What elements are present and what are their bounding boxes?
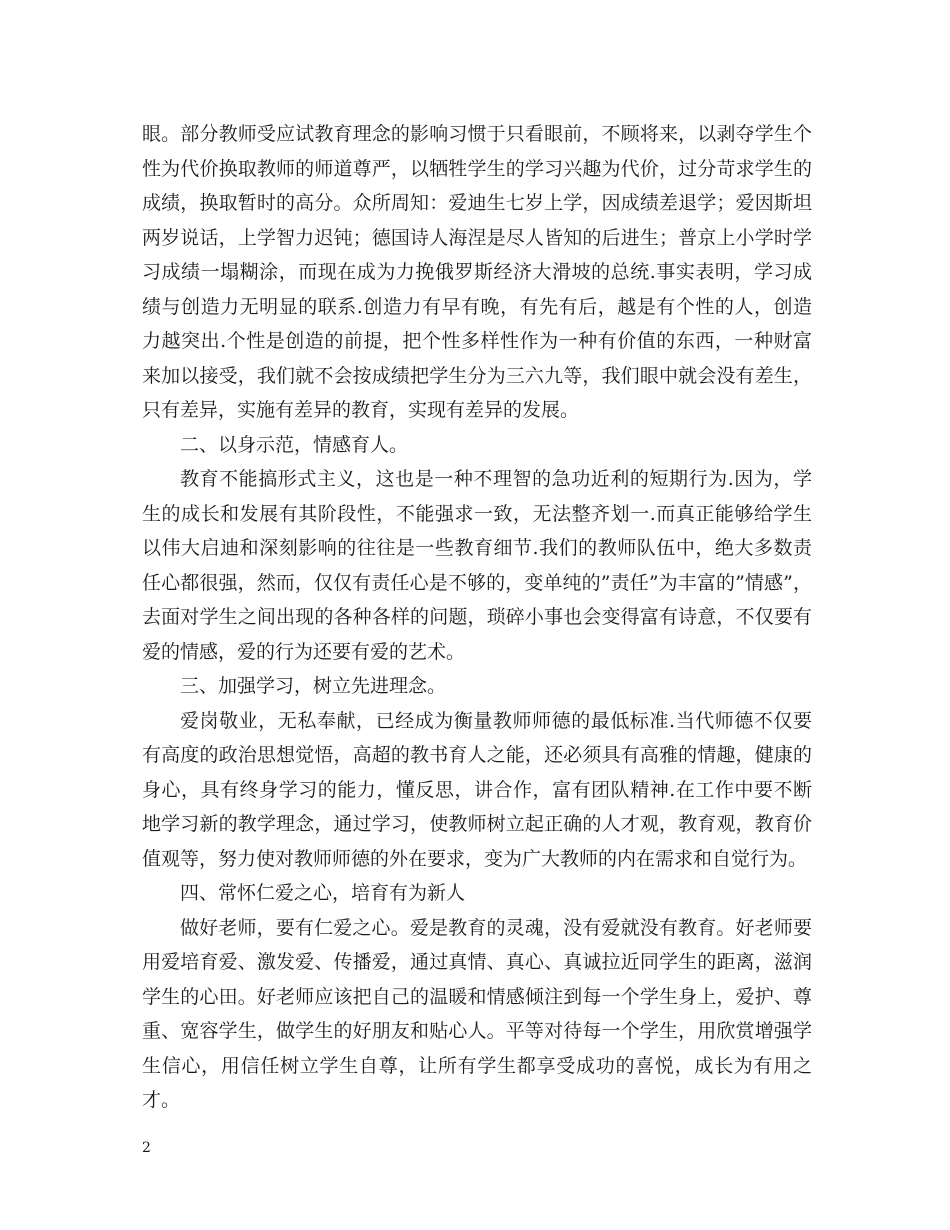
- section-heading-4: 四、常怀仁爱之心，培育有为新人: [180, 882, 466, 904]
- section-heading-2: 二、以身示范，情感育人。: [180, 433, 409, 456]
- page-number: 2: [142, 1140, 151, 1156]
- paragraph-section-3: 爱岗敬业，无私奉献，已经成为衡量教师师德的最低标准.当代师德不仅要有高度的政治思想觉悟，高超的教书育人之能，还必须具有高雅的情趣，健康的身心，具有终身学习的能力，懂反思，讲合作，富有团队精神.在工作中要不断地学习新的教学理念，通过学习，使教师树立起正确的人才观，教育观，教育价值观等，努力使对教师师德的外在要求，变为广大教师的内在需求和自觉行为。: [142, 709, 812, 870]
- section-heading-3: 三、加强学习，树立先进理念。: [180, 675, 447, 697]
- document-body: [142, 117, 812, 1118]
- paragraph-continuation: 眼。部分教师受应试教育理念的影响习惯于只看眼前，不顾将来，以剥夺学生个性为代价换取教师的师道尊严，以牺牲学生的学习兴趣为代价，过分苛求学生的成绩，换取暂时的高分。众所周知：爱迪生七岁上学，因成绩差退学；爱因斯坦两岁说话，上学智力迟钝；德国诗人海涅是尽人皆知的后进生；普京上小学时学习成绩一塌糊涂，而现在成为力挽俄罗斯经济大滑坡的总统.事实表明，学习成绩与创造力无明显的联系.创造力有早有晚，有先有后，越是有个性的人，创造力越突出.个性是创造的前提，把个性多样性作为一种有价值的东西，一种财富来加以接受，我们就不会按成绩把学生分为三六九等，我们眼中就会没有差生，只有差异，实施有差异的教育，实现有差异的发展。: [142, 123, 812, 421]
- paragraph-section-4: 做好老师，要有仁爱之心。爱是教育的灵魂，没有爱就没有教育。好老师要用爱培育爱、激发爱、传播爱，通过真情、真心、真诚拉近同学生的距离，滋润学生的心田。好老师应该把自己的温暖和情感倾注到每一个学生身上，爱护、尊重、宽容学生，做学生的好朋友和贴心人。平等对待每一个学生，用欣赏增强学生信心，用信任树立学生自尊，让所有学生都享受成功的喜悦，成长为有用之才。: [142, 916, 812, 1111]
- paragraph-section-2: 教育不能搞形式主义，这也是一种不理智的急功近利的短期行为.因为，学生的成长和发展有其阶段性，不能强求一致，无法整齐划一.而真正能够给学生以伟大启迪和深刻影响的往往是一些教育细节.我们的教师队伍中，绝大多数责任心都很强，然而，仅仅有责任心是不够的，变单纯的”责任”为丰富的”情感”，去面对学生之间出现的各种各样的问题，琐碎小事也会变得富有诗意，不仅要有爱的情感，爱的行为还要有爱的艺术。: [142, 468, 812, 663]
